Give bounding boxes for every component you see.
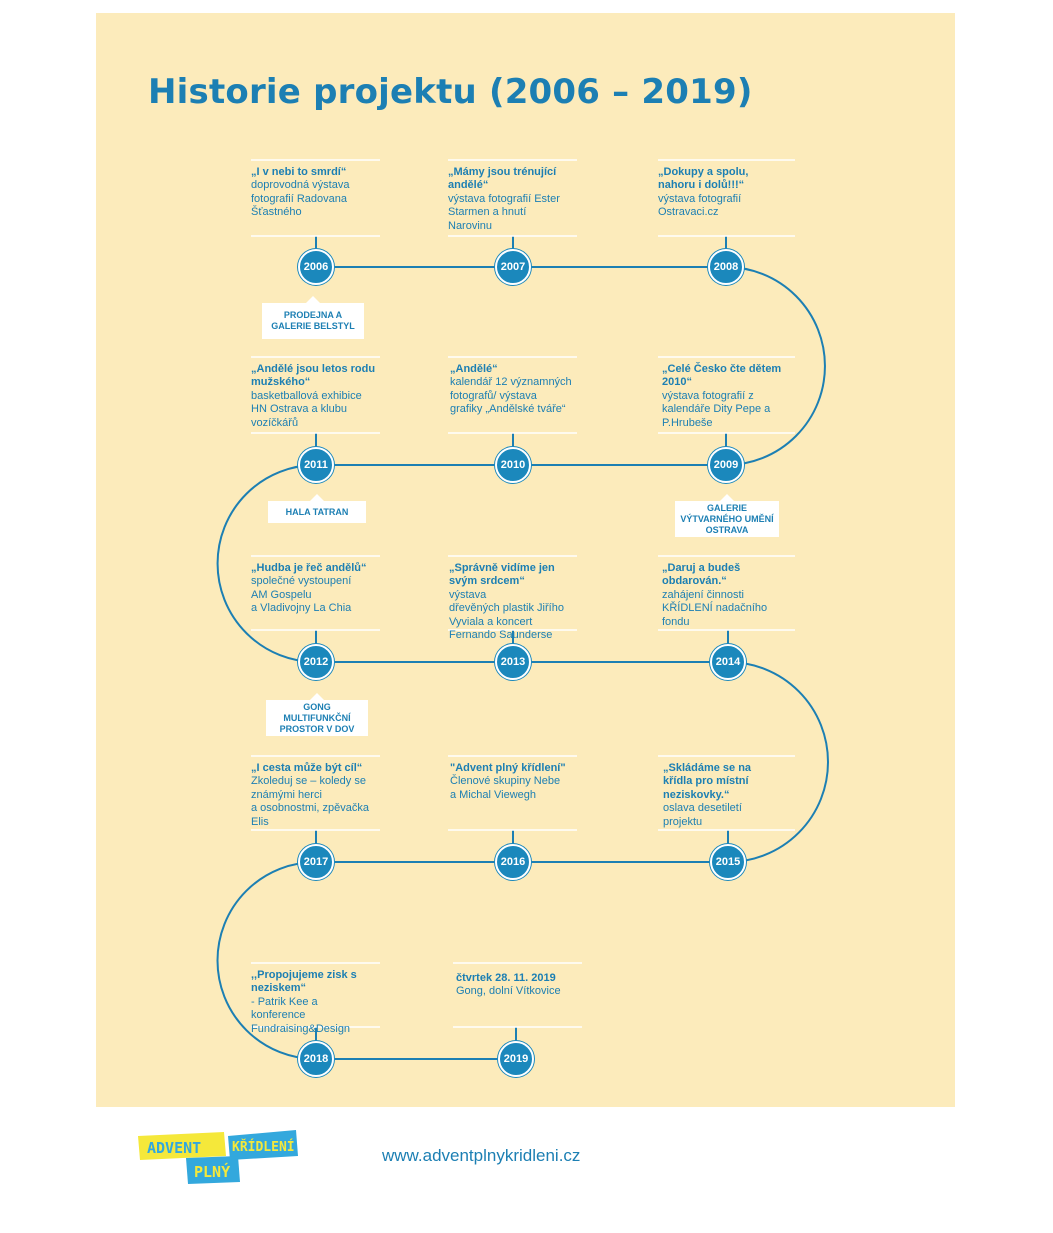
year-node-2015: 2015	[710, 844, 746, 880]
year-node-2010: 2010	[495, 447, 531, 483]
event-line: Vyviala a koncert	[449, 615, 533, 628]
year-node-2006: 2006	[298, 249, 334, 285]
event-line: projektu	[663, 815, 703, 828]
event-title: „I cesta může být cíl“	[251, 762, 363, 774]
event-line: zahájení činnosti	[662, 588, 744, 601]
event-text-2016	[450, 762, 585, 802]
event-line: Gong, dolní Vítkovice	[456, 985, 561, 998]
event-line: dřevěných plastik Jiřího	[449, 602, 564, 615]
event-text-2018	[251, 969, 391, 1036]
venue-callout: GONG MULTIFUNKČNÍ PROSTOR V DOV	[266, 700, 368, 736]
advent-logo	[136, 1130, 302, 1186]
event-text-2013	[449, 562, 579, 642]
event-title: "Advent plný křídlení"	[450, 762, 566, 774]
event-title: „I v nebi to smrdí“	[251, 166, 347, 178]
event-line: výstava fotografií z	[662, 389, 754, 402]
event-line: výstava	[449, 588, 487, 601]
event-line: Fundraising&Design	[251, 1022, 351, 1035]
venue-callout: HALA TATRAN	[268, 501, 366, 523]
event-line: Zkoleduj se – koledy se	[251, 775, 366, 788]
logo-word-kridleni: KŘÍDLENÍ	[232, 1140, 295, 1155]
event-title: „Andělé jsou letos rodu mužského“	[251, 363, 376, 389]
year-node-2014: 2014	[710, 644, 746, 680]
event-title: „Hudba je řeč andělů“	[251, 562, 367, 574]
event-line: a osobnostmi, zpěvačka	[251, 802, 370, 815]
venue-callout: GALERIE VÝTVARNÉHO UMĚNÍ OSTRAVA	[675, 501, 779, 537]
event-line: Elis	[251, 815, 269, 828]
event-title: „Mámy jsou trénující andělé“	[448, 166, 557, 192]
event-text-2011	[251, 363, 386, 430]
event-line: P.Hrubeše	[662, 416, 713, 429]
event-text-2008	[658, 166, 768, 220]
event-line: Členové skupiny Nebe	[450, 775, 561, 788]
event-title: čtvrtek 28. 11. 2019	[456, 972, 556, 984]
event-line: společné vystoupení	[251, 575, 352, 588]
event-text-2014	[662, 562, 782, 629]
event-line: a Michal Viewegh	[450, 788, 537, 801]
event-line: známými herci	[251, 788, 322, 801]
event-line: a Vladivojny La Chia	[251, 602, 352, 615]
event-title: „Skládáme se na křídla pro místní neziskovky.“	[663, 762, 752, 801]
event-line: Šťastného	[251, 206, 302, 219]
event-text-2017	[251, 762, 386, 829]
year-node-2019: 2019	[498, 1041, 534, 1077]
event-line: AM Gospelu	[251, 588, 312, 601]
event-line: Narovinu	[448, 219, 493, 232]
event-line: - Patrik Kee a	[251, 995, 318, 1008]
event-line: výstava fotografií Ester	[448, 192, 560, 205]
event-line: Fernando Saunderse	[449, 629, 553, 642]
event-text-2007	[448, 166, 580, 233]
logo-word-advent: ADVENT	[147, 1139, 202, 1157]
event-text-2009	[662, 363, 797, 430]
event-line: konference	[251, 1009, 306, 1022]
event-text-2012	[251, 562, 391, 616]
event-line: KŘÍDLENÍ nadačního	[662, 602, 768, 615]
event-line: grafiky „Andělské tváře“	[450, 403, 566, 416]
event-line: basketballová exhibice	[251, 389, 362, 402]
event-line: fondu	[662, 615, 690, 628]
year-node-2016: 2016	[495, 844, 531, 880]
event-line: doprovodná výstava	[251, 179, 350, 192]
year-node-2013: 2013	[495, 644, 531, 680]
event-line: kalendáře Dity Pepe a	[662, 403, 771, 416]
event-title: „Andělé“	[450, 363, 498, 375]
event-title: „Celé Česko čte dětem 2010“	[662, 363, 782, 389]
year-node-2008: 2008	[708, 249, 744, 285]
year-node-2012: 2012	[298, 644, 334, 680]
event-line: kalendář 12 významných	[450, 376, 572, 389]
event-line: vozíčkářů	[251, 416, 299, 429]
event-title: „Daruj a budeš obdarován.“	[662, 562, 741, 588]
event-title: „Správně vidíme jen svým srdcem“	[449, 562, 555, 588]
event-title: „Dokupy a spolu, nahoru i dolů!!!“	[658, 166, 749, 192]
year-node-2018: 2018	[298, 1041, 334, 1077]
logo-word-plny: PLNÝ	[194, 1163, 231, 1181]
event-line: Ostravaci.cz	[658, 206, 719, 219]
event-text-2019	[456, 972, 586, 999]
year-node-2007: 2007	[495, 249, 531, 285]
event-line: oslava desetiletí	[663, 802, 742, 815]
venue-callout: PRODEJNA A GALERIE BELSTYL	[262, 303, 364, 339]
event-text-2006	[251, 166, 391, 220]
event-text-2015	[663, 762, 773, 829]
event-title: ,,Propojujeme zisk s neziskem“	[251, 969, 357, 995]
year-node-2017: 2017	[298, 844, 334, 880]
event-line: fotografů/ výstava	[450, 389, 537, 402]
year-node-2011: 2011	[298, 447, 334, 483]
event-text-2010	[450, 363, 590, 417]
event-line: fotografií Radovana	[251, 192, 348, 205]
year-node-2009: 2009	[708, 447, 744, 483]
event-line: výstava fotografií	[658, 192, 742, 205]
event-line: HN Ostrava a klubu	[251, 403, 347, 416]
page-title: Historie projektu (2006 – 2019)	[148, 72, 753, 112]
event-line: Starmen a hnutí	[448, 206, 527, 219]
website-link[interactable]: www.adventplnykridleni.cz	[382, 1146, 581, 1165]
